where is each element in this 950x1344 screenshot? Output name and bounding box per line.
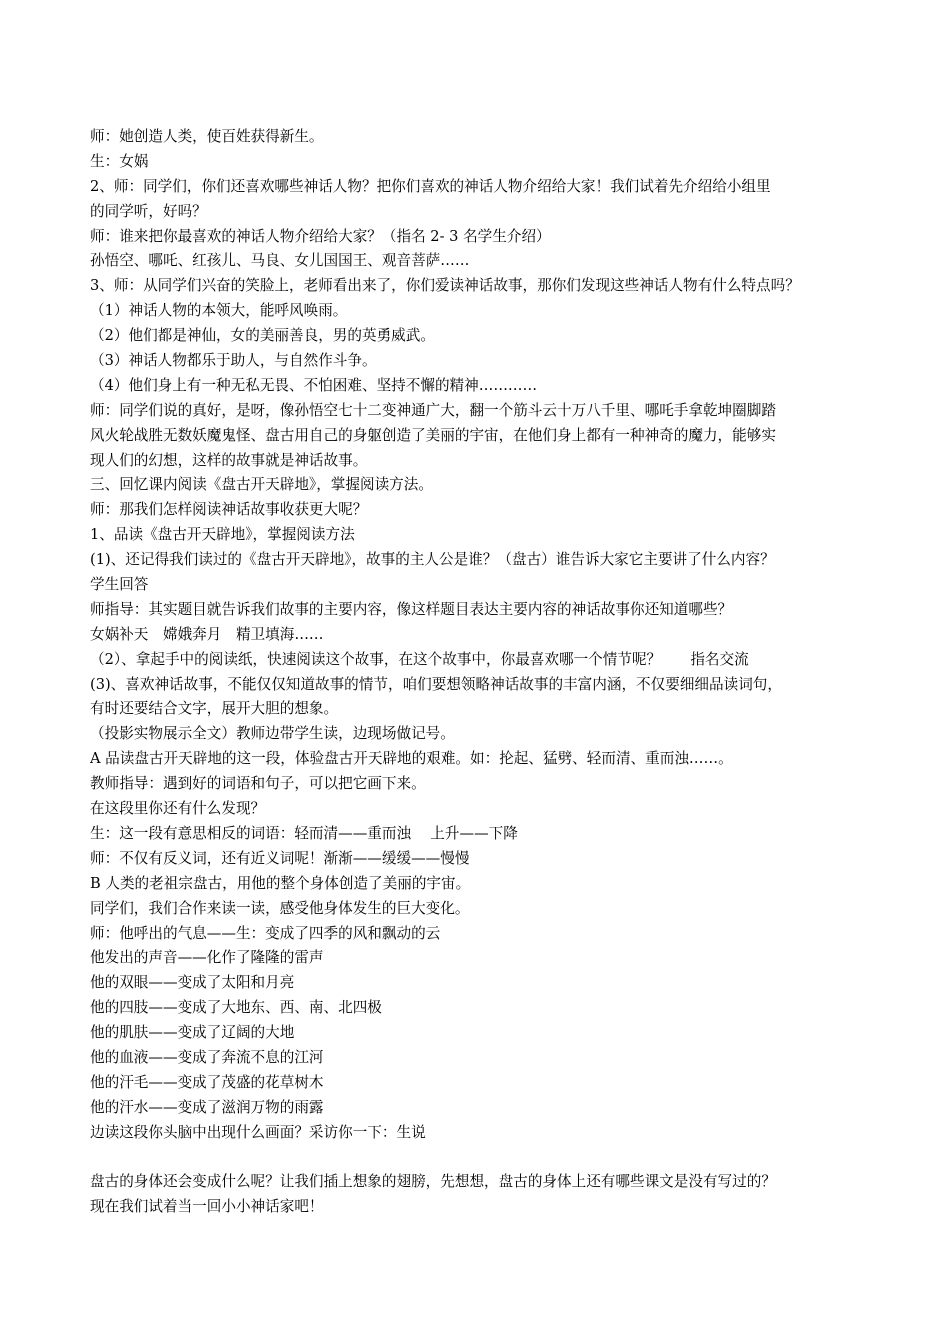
text-line: 他的汗毛——变成了茂盛的花草树木 [90, 1073, 324, 1091]
text-line: 现在我们试着当一回小小神话家吧！ [90, 1198, 324, 1216]
text-line: 师：谁来把你最喜欢的神话人物介绍给大家？（指名 2- 3 名学生介绍） [90, 227, 551, 245]
text-line: 他的双眼——变成了太阳和月亮 [90, 974, 295, 992]
text-line: A 品读盘古开天辟地的这一段，体验盘古开天辟地的艰难。如：抡起、猛劈、轻而清、重而浊……。 [90, 750, 733, 768]
text-line: 师：他呼出的气息——生：变成了四季的风和飘动的云 [90, 924, 441, 942]
text-line: （3）神话人物都乐于助人，与自然作斗争。 [90, 352, 377, 370]
text-line: 3、师：从同学们兴奋的笑脸上，老师看出来了，你们爱读神话故事，那你们发现这些神话人物有什么特点吗？ [90, 277, 800, 295]
text-line: 有时还要结合文字，展开大胆的想象。 [90, 700, 339, 718]
text-line: 三、回忆课内阅读《盘古开天辟地》，掌握阅读方法。 [90, 476, 433, 494]
document-body [90, 125, 880, 1220]
text-line: 生：这一段有意思相反的词语：轻而清——重而浊 上升——下降 [90, 824, 518, 842]
text-line: （2）他们都是神仙，女的美丽善良，男的英勇威武。 [90, 327, 435, 345]
text-line: 孙悟空、哪吒、红孩儿、马良、女儿国国王、观音菩萨…… [90, 252, 470, 270]
text-line: 边读这段你头脑中出现什么画面？采访你一下：生说 [90, 1123, 426, 1141]
text-line: 师指导：其实题目就告诉我们故事的主要内容，像这样题目表达主要内容的神话故事你还知道哪些？ [90, 600, 733, 618]
text-line: 他的血液——变成了奔流不息的江河 [90, 1048, 324, 1066]
text-line: 的同学听，好吗？ [90, 202, 207, 220]
text-line: 师：同学们说的真好，是呀，像孙悟空七十二变神通广大，翻一个筋斗云十万八千里、哪吒手拿乾坤圈脚踏 [90, 401, 776, 419]
text-line: B 人类的老祖宗盘古，用他的整个身体创造了美丽的宇宙。 [90, 874, 471, 892]
text-line: 学生回答 [90, 576, 149, 594]
blank-line [90, 1146, 880, 1171]
text-line: 师：那我们怎样阅读神话故事收获更大呢？ [90, 501, 368, 519]
text-line: (3)、喜欢神话故事，不能仅仅知道故事的情节，咱们要想领略神话故事的丰富内涵，不仅要细细品读词句， [90, 675, 782, 693]
text-line: 教师指导：遇到好的词语和句子，可以把它画下来。 [90, 775, 426, 793]
text-line: 生：女娲 [90, 152, 149, 170]
text-line: （1）神话人物的本领大，能呼风唤雨。 [90, 302, 348, 320]
text-line: 他发出的声音——化作了隆隆的雷声 [90, 949, 324, 967]
text-line: 盘古的身体还会变成什么呢？让我们插上想象的翅膀，先想想，盘古的身体上还有哪些课文是没有写过的？ [90, 1173, 776, 1191]
text-line: (1)、还记得我们读过的《盘古开天辟地》，故事的主人公是谁？（盘古）谁告诉大家它主要讲了什么内容？ [90, 551, 775, 569]
text-line: 他的肌肤——变成了辽阔的大地 [90, 1024, 295, 1042]
text-line: 女娲补天 嫦娥奔月 精卫填海…… [90, 625, 324, 643]
text-line: 他的四肢——变成了大地东、西、南、北四极 [90, 999, 382, 1017]
text-line: 同学们，我们合作来读一读，感受他身体发生的巨大变化。 [90, 899, 470, 917]
text-line: 师：不仅有反义词，还有近义词呢！渐渐——缓缓——慢慢 [90, 849, 470, 867]
text-line: 师：她创造人类，使百姓获得新生。 [90, 128, 324, 145]
text-line: （投影实物展示全文）教师边带学生读，边现场做记号。 [90, 725, 455, 743]
text-line: 现人们的幻想，这样的故事就是神话故事。 [90, 451, 368, 469]
text-line: 1、品读《盘古开天辟地》，掌握阅读方法 [90, 526, 355, 544]
text-line: 风火轮战胜无数妖魔鬼怪、盘古用自己的身躯创造了美丽的宇宙，在他们身上都有一种神奇的魔力，能够实 [90, 426, 776, 444]
text-line: 在这段里你还有什么发现？ [90, 800, 266, 818]
text-line: （4）他们身上有一种无私无畏、不怕困难、坚持不懈的精神………… [90, 376, 538, 394]
text-line: 他的汗水——变成了滋润万物的雨露 [90, 1098, 324, 1116]
text-line: 2、师：同学们，你们还喜欢哪些神话人物？把你们喜欢的神话人物介绍给大家！我们试着先介绍给小组里 [90, 177, 771, 195]
text-line: （2）、拿起手中的阅读纸，快速阅读这个故事，在这个故事中，你最喜欢哪一个情节呢？ 指名交流 [90, 650, 749, 668]
